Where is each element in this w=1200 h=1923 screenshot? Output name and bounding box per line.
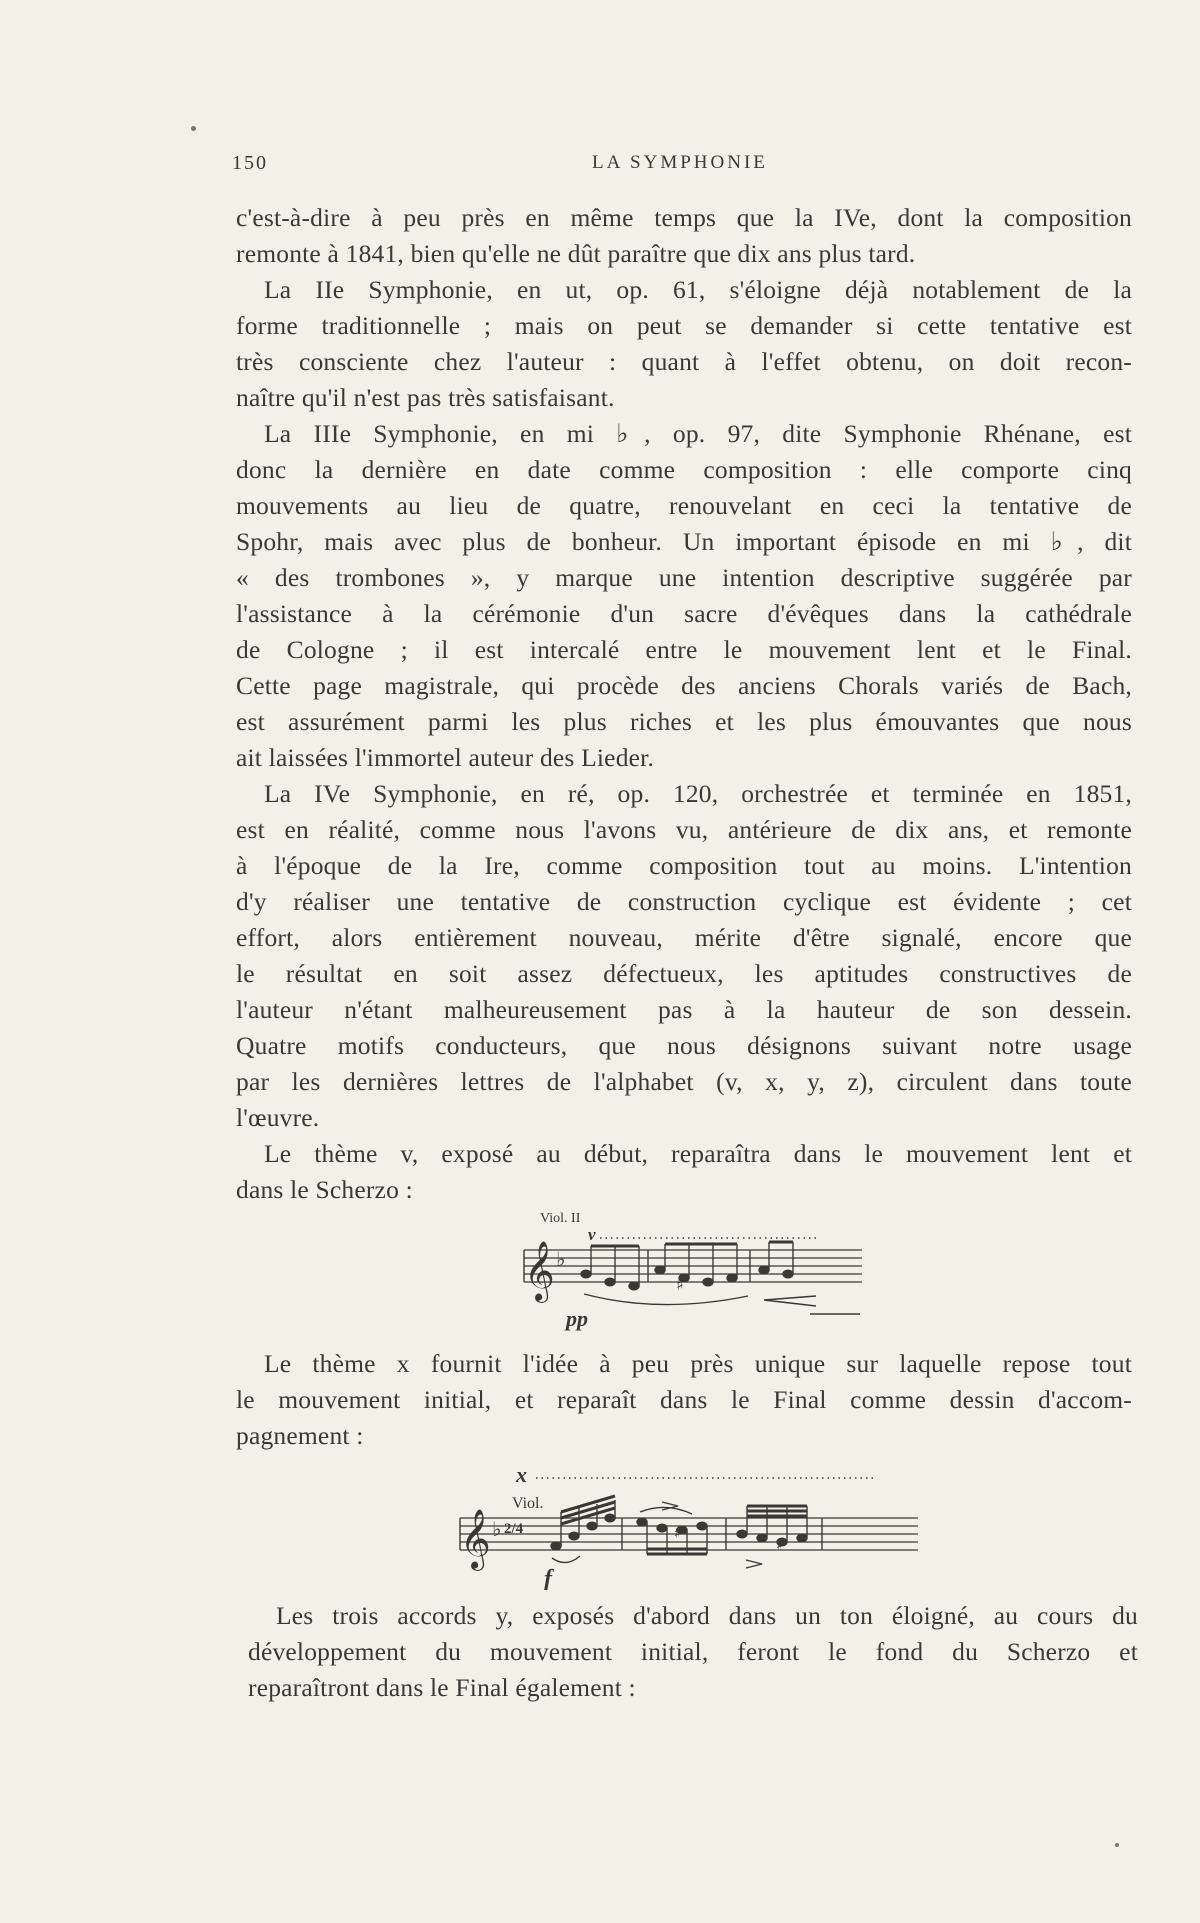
paragraph xyxy=(248,1598,1138,1706)
text-line: Cette page magistrale, qui procède des anciens Chorals variés de Bach, xyxy=(236,671,1132,700)
text-line: le résultat en soit assez défectueux, les aptitudes constructives de xyxy=(236,959,1132,988)
text-line: Spohr, mais avec plus de bonheur. Un important épisode en mi ♭, dit xyxy=(236,527,1132,556)
text-line: par les dernières lettres de l'alphabet (v, x, y, z), circulent dans toute xyxy=(236,1067,1132,1096)
flat-icon: ♭ xyxy=(556,1247,566,1271)
text-line: dans le Scherzo : xyxy=(236,1175,413,1204)
page-number: 150 xyxy=(232,152,268,174)
text-line: naître qu'il n'est pas très satisfaisant. xyxy=(236,383,615,412)
text-line: Quatre motifs conducteurs, que nous désignons suivant notre usage xyxy=(236,1031,1132,1060)
sharp-icon: ♯ xyxy=(776,1536,784,1554)
text-line: effort, alors entièrement nouveau, mérite d'être signalé, encore que xyxy=(236,923,1132,952)
text-line: La IVe Symphonie, en ré, op. 120, orchestrée et terminée en 1851, xyxy=(264,779,1132,808)
motif-label: v xyxy=(588,1225,596,1244)
paragraph xyxy=(236,1136,1132,1208)
motif-label: x xyxy=(516,1462,527,1487)
text-line: est assurément parmi les plus riches et les plus émouvantes que nous xyxy=(236,707,1132,736)
text-line: pagnement : xyxy=(236,1421,364,1450)
text-line: remonte à 1841, bien qu'elle ne dût paraître que dix ans plus tard. xyxy=(236,239,916,268)
text-line: « des trombones », y marque une intention descriptive suggérée par xyxy=(236,563,1132,592)
music-example-x xyxy=(456,1456,926,1590)
treble-clef-icon: 𝄞 xyxy=(460,1509,491,1569)
paragraph xyxy=(236,200,1132,272)
text-line: La IIIe Symphonie, en mi ♭, op. 97, dite Symphonie Rhénane, est xyxy=(264,419,1132,448)
sharp-icon: ♯ xyxy=(674,1524,682,1542)
text-line: très consciente chez l'auteur : quant à l'effet obtenu, on doit recon- xyxy=(236,347,1132,376)
page-header xyxy=(232,152,1132,182)
text-line: c'est-à-dire à peu près en même temps que la IVe, dont la composition xyxy=(236,203,1132,232)
paragraph xyxy=(236,776,1132,1136)
dynamic-marking: pp xyxy=(566,1306,588,1331)
time-signature: 2/4 xyxy=(504,1521,524,1537)
text-line: La IIe Symphonie, en ut, op. 61, s'éloigne déjà notablement de la xyxy=(264,275,1132,304)
dynamic-marking: f xyxy=(544,1566,552,1590)
text-line: le mouvement initial, et reparaît dans le Final comme dessin d'accom- xyxy=(236,1385,1132,1414)
text-line: développement du mouvement initial, feront le fond du Scherzo et xyxy=(248,1637,1138,1666)
paragraph xyxy=(236,272,1132,416)
text-line: reparaîtront dans le Final également : xyxy=(248,1673,636,1702)
music-example-v xyxy=(520,1208,870,1332)
instrument-label: Viol. xyxy=(512,1495,544,1512)
text-line: donc la dernière en date comme composition : elle comporte cinq xyxy=(236,455,1132,484)
text-line: de Cologne ; il est intercalé entre le mouvement lent et le Final. xyxy=(236,635,1132,664)
running-title: LA SYMPHONIE xyxy=(592,152,768,173)
paragraph xyxy=(236,1346,1132,1454)
paragraph xyxy=(236,416,1132,776)
speck xyxy=(1115,1843,1119,1847)
text-line: mouvements au lieu de quatre, renouvelant en ceci la tentative de xyxy=(236,491,1132,520)
flat-icon: ♭ xyxy=(492,1517,502,1541)
sharp-icon: ♯ xyxy=(676,1275,684,1294)
text-line: forme traditionnelle ; mais on peut se demander si cette tentative est xyxy=(236,311,1132,340)
treble-clef-icon: 𝄞 xyxy=(524,1241,555,1301)
instrument-label: Viol. II xyxy=(540,1211,581,1226)
text-line: l'assistance à la cérémonie d'un sacre d'évêques dans la cathédrale xyxy=(236,599,1132,628)
text-line: ait laissées l'immortel auteur des Lieder. xyxy=(236,743,655,772)
text-line: Le thème v, exposé au début, reparaîtra dans le mouvement lent et xyxy=(264,1139,1132,1168)
text-line: Le thème x fournit l'idée à peu près unique sur laquelle repose tout xyxy=(264,1349,1132,1378)
text-line: à l'époque de la Ire, comme composition tout au moins. L'intention xyxy=(236,851,1132,880)
text-line: l'auteur n'étant malheureusement pas à la hauteur de son dessein. xyxy=(236,995,1132,1024)
text-line: Les trois accords y, exposés d'abord dans un ton éloigné, au cours du xyxy=(276,1601,1138,1630)
speck xyxy=(191,126,196,131)
text-line: est en réalité, comme nous l'avons vu, antérieure de dix ans, et remonte xyxy=(236,815,1132,844)
text-line: d'y réaliser une tentative de construction cyclique est évidente ; cet xyxy=(236,887,1132,916)
text-line: l'œuvre. xyxy=(236,1103,320,1132)
